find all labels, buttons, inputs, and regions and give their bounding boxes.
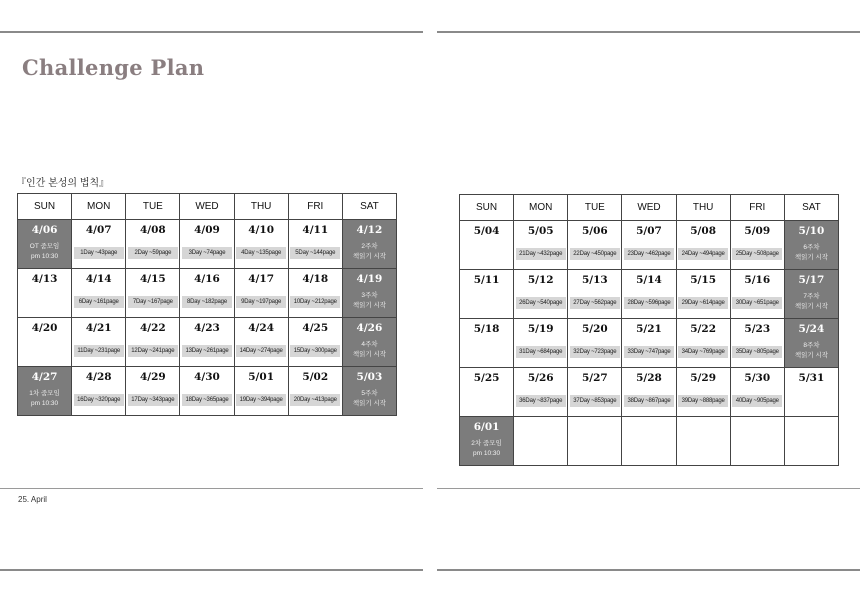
day-date: 5/21 — [636, 323, 662, 335]
calendar-day-cell — [568, 319, 622, 368]
calendar-day-cell — [180, 318, 234, 367]
day-date: 5/01 — [248, 371, 275, 383]
calendar-day-cell — [676, 319, 730, 368]
calendar-day-cell — [676, 221, 730, 270]
reading-goal-label: 38Day ~867page — [624, 395, 674, 407]
day-date: 5/16 — [744, 274, 771, 286]
day-note: 4주차 책읽기 시작 — [352, 341, 387, 358]
calendar-week-row — [18, 318, 397, 367]
day-date: 4/17 — [248, 273, 275, 285]
day-date: 5/06 — [581, 225, 608, 237]
top-rule-right — [437, 31, 860, 33]
weekday-header: TUE — [568, 195, 622, 221]
day-date: 5/11 — [473, 274, 500, 286]
day-date: 4/29 — [139, 371, 166, 383]
calendar-day-cell — [234, 318, 288, 367]
reading-goal-label: 27Day ~562page — [570, 297, 620, 309]
day-date: 4/20 — [31, 322, 58, 334]
reading-goal-label: 1Day ~43page — [74, 247, 124, 259]
weekday-header: FRI — [288, 194, 342, 220]
calendar-week-row — [18, 220, 397, 269]
calendar-week-row — [460, 319, 839, 368]
calendar-week-row — [460, 221, 839, 270]
calendar-day-cell — [288, 220, 342, 269]
day-note: OT 줌모임 pm 10:30 — [29, 243, 60, 260]
day-date: 5/05 — [527, 225, 554, 237]
day-date: 6/01 — [473, 421, 500, 433]
reading-goal-label: 8Day ~182page — [182, 296, 232, 308]
calendar-day-cell — [126, 318, 180, 367]
reading-goal-label: 5Day ~144page — [290, 247, 340, 259]
calendar-week-row — [460, 417, 839, 466]
calendar-week-row — [18, 367, 397, 416]
day-note: 2차 줌모임 pm 10:30 — [471, 440, 502, 457]
day-note: 6주차 책읽기 시작 — [794, 244, 829, 261]
reading-goal-label: 35Day ~805page — [732, 346, 782, 358]
day-date: 5/30 — [744, 372, 771, 384]
calendar-day-cell — [676, 417, 730, 466]
day-date: 5/20 — [581, 323, 608, 335]
calendar-day-cell — [342, 269, 396, 318]
weekday-header: WED — [622, 195, 676, 221]
reading-goal-label: 19Day ~394page — [236, 394, 286, 406]
reading-goal-label: 30Day ~651page — [732, 297, 782, 309]
calendar-day-cell — [288, 367, 342, 416]
day-date: 5/29 — [690, 372, 717, 384]
calendar-day-cell — [730, 319, 784, 368]
top-rule-left — [0, 31, 423, 33]
calendar-day-cell — [622, 368, 676, 417]
calendar-day-cell — [72, 269, 126, 318]
calendar-day-cell — [126, 269, 180, 318]
day-note: 5주차 책읽기 시작 — [352, 390, 387, 407]
day-date: 5/23 — [744, 323, 771, 335]
calendar-day-cell — [72, 318, 126, 367]
day-date: 5/28 — [636, 372, 662, 384]
reading-goal-label: 29Day ~614page — [678, 297, 728, 309]
weekday-header: MON — [514, 195, 568, 221]
calendar-day-cell — [622, 270, 676, 319]
calendar-day-cell — [568, 417, 622, 466]
reading-goal-label: 37Day ~853page — [570, 395, 620, 407]
weekday-header: SAT — [342, 194, 396, 220]
day-date: 4/26 — [356, 322, 383, 334]
page-title: Challenge Plan — [22, 55, 205, 80]
day-date: 4/13 — [31, 273, 58, 285]
reading-goal-label: 21Day ~432page — [516, 248, 566, 260]
day-date: 4/15 — [139, 273, 166, 285]
calendar-day-cell — [784, 221, 838, 270]
calendar-week-row — [18, 269, 397, 318]
calendar-day-cell — [342, 220, 396, 269]
calendar-day-cell — [342, 318, 396, 367]
calendar-day-cell — [730, 417, 784, 466]
weekday-header: SUN — [460, 195, 514, 221]
day-date: 5/17 — [798, 274, 825, 286]
calendar-day-cell — [180, 269, 234, 318]
calendar-day-cell — [180, 220, 234, 269]
calendar-day-cell — [342, 367, 396, 416]
calendar-day-cell — [730, 368, 784, 417]
calendar-day-cell — [784, 270, 838, 319]
calendar-day-cell — [460, 270, 514, 319]
calendar-day-cell — [568, 221, 622, 270]
day-note: 1차 줌모임 pm 10:30 — [29, 390, 60, 407]
weekday-header: TUE — [126, 194, 180, 220]
day-date: 5/09 — [744, 225, 771, 237]
reading-goal-label: 4Day ~135page — [236, 247, 286, 259]
weekday-header: FRI — [730, 195, 784, 221]
reading-goal-label: 14Day ~274page — [236, 345, 286, 357]
weekday-header-row — [18, 194, 397, 220]
day-date: 4/21 — [85, 322, 112, 334]
day-note: 3주차 책읽기 시작 — [352, 292, 387, 309]
calendar-day-cell — [180, 367, 234, 416]
calendar-week-row — [460, 368, 839, 417]
day-date: 4/28 — [85, 371, 112, 383]
day-date: 4/30 — [194, 371, 220, 383]
calendar-day-cell — [514, 417, 568, 466]
calendar-day-cell — [730, 221, 784, 270]
day-date: 5/18 — [473, 323, 500, 335]
day-date: 5/12 — [527, 274, 554, 286]
day-date: 5/13 — [581, 274, 608, 286]
day-date: 4/19 — [356, 273, 383, 285]
day-date: 5/04 — [473, 225, 500, 237]
reading-goal-label: 13Day ~261page — [182, 345, 232, 357]
reading-goal-label: 12Day ~241page — [128, 345, 178, 357]
day-date: 5/03 — [356, 371, 383, 383]
footer-rule-left — [0, 488, 423, 489]
calendar-day-cell — [126, 220, 180, 269]
weekday-header: MON — [72, 194, 126, 220]
day-date: 5/14 — [636, 274, 662, 286]
day-date: 5/19 — [527, 323, 554, 335]
day-date: 5/07 — [636, 225, 662, 237]
reading-goal-label: 18Day ~365page — [182, 394, 232, 406]
weekday-header: THU — [676, 195, 730, 221]
reading-goal-label: 6Day ~161page — [74, 296, 124, 308]
calendar-day-cell — [234, 269, 288, 318]
reading-goal-label: 9Day ~197page — [236, 296, 286, 308]
reading-goal-label: 3Day ~74page — [182, 247, 232, 259]
calendar-day-cell — [460, 368, 514, 417]
reading-goal-label: 20Day ~413page — [290, 394, 340, 406]
calendar-day-cell — [18, 269, 72, 318]
calendar-day-cell — [18, 318, 72, 367]
footer-label: 25. April — [18, 495, 47, 504]
calendar-day-cell — [676, 368, 730, 417]
calendar-day-cell — [514, 319, 568, 368]
reading-goal-label: 24Day ~494page — [678, 248, 728, 260]
calendar-day-cell — [568, 368, 622, 417]
day-date: 5/02 — [302, 371, 329, 383]
bottom-rule-left — [0, 569, 423, 571]
reading-goal-label: 10Day ~212page — [290, 296, 340, 308]
day-date: 4/08 — [139, 224, 166, 236]
calendar-day-cell — [126, 367, 180, 416]
day-date: 4/18 — [302, 273, 329, 285]
reading-goal-label: 28Day ~596page — [624, 297, 674, 309]
calendar-day-cell — [18, 220, 72, 269]
reading-goal-label: 16Day ~320page — [74, 394, 124, 406]
calendar-day-cell — [460, 417, 514, 466]
calendar-may — [459, 194, 839, 466]
calendar-day-cell — [568, 270, 622, 319]
reading-goal-label: 22Day ~450page — [570, 248, 620, 260]
calendar-day-cell — [288, 318, 342, 367]
reading-goal-label: 7Day ~167page — [128, 296, 178, 308]
day-note: 2주차 책읽기 시작 — [352, 243, 387, 260]
weekday-header: THU — [234, 194, 288, 220]
calendar-april — [17, 193, 397, 416]
day-date: 4/22 — [139, 322, 166, 334]
calendar-day-cell — [72, 367, 126, 416]
calendar-day-cell — [72, 220, 126, 269]
day-date: 5/27 — [581, 372, 608, 384]
reading-goal-label: 34Day ~769page — [678, 346, 728, 358]
reading-goal-label: 31Day ~684page — [516, 346, 566, 358]
day-note: 7주차 책읽기 시작 — [794, 293, 829, 310]
reading-goal-label: 25Day ~508page — [732, 248, 782, 260]
reading-goal-label: 33Day ~747page — [624, 346, 674, 358]
day-date: 5/31 — [798, 372, 825, 384]
day-date: 4/25 — [302, 322, 329, 334]
footer-rule-right — [437, 488, 860, 489]
book-title: 『인간 본성의 법칙』 — [16, 178, 110, 189]
weekday-header-row — [460, 195, 839, 221]
calendar-day-cell — [676, 270, 730, 319]
calendar-day-cell — [784, 417, 838, 466]
calendar-day-cell — [622, 417, 676, 466]
day-date: 5/22 — [690, 323, 717, 335]
day-date: 5/26 — [527, 372, 554, 384]
day-note: 8주차 책읽기 시작 — [794, 342, 829, 359]
reading-goal-label: 32Day ~723page — [570, 346, 620, 358]
reading-goal-label: 23Day ~462page — [624, 248, 674, 260]
calendar-day-cell — [514, 270, 568, 319]
day-date: 4/23 — [194, 322, 220, 334]
calendar-day-cell — [234, 367, 288, 416]
calendar-day-cell — [18, 367, 72, 416]
reading-goal-label: 39Day ~888page — [678, 395, 728, 407]
day-date: 4/16 — [194, 273, 220, 285]
day-date: 5/08 — [690, 225, 717, 237]
calendar-day-cell — [234, 220, 288, 269]
day-date: 4/14 — [85, 273, 112, 285]
day-date: 4/10 — [248, 224, 275, 236]
weekday-header: WED — [180, 194, 234, 220]
calendar-day-cell — [622, 221, 676, 270]
day-date: 4/07 — [85, 224, 112, 236]
calendar-day-cell — [514, 221, 568, 270]
reading-goal-label: 2Day ~59page — [128, 247, 178, 259]
day-date: 5/10 — [798, 225, 825, 237]
day-date: 4/12 — [356, 224, 383, 236]
calendar-day-cell — [730, 270, 784, 319]
day-date: 5/24 — [798, 323, 825, 335]
calendar-day-cell — [460, 221, 514, 270]
weekday-header: SUN — [18, 194, 72, 220]
calendar-week-row — [460, 270, 839, 319]
reading-goal-label: 26Day ~540page — [516, 297, 566, 309]
day-date: 4/11 — [302, 224, 329, 236]
day-date: 5/15 — [690, 274, 717, 286]
calendar-day-cell — [622, 319, 676, 368]
calendar-day-cell — [288, 269, 342, 318]
reading-goal-label: 15Day ~300page — [290, 345, 340, 357]
day-date: 5/25 — [473, 372, 500, 384]
reading-goal-label: 40Day ~905page — [732, 395, 782, 407]
reading-goal-label: 17Day ~343page — [128, 394, 178, 406]
day-date: 4/24 — [248, 322, 275, 334]
bottom-rule-right — [437, 569, 860, 571]
calendar-day-cell — [784, 319, 838, 368]
day-date: 4/27 — [31, 371, 58, 383]
calendar-day-cell — [784, 368, 838, 417]
day-date: 4/09 — [194, 224, 220, 236]
reading-goal-label: 11Day ~231page — [74, 345, 124, 357]
weekday-header: SAT — [784, 195, 838, 221]
calendar-day-cell — [514, 368, 568, 417]
calendar-day-cell — [460, 319, 514, 368]
reading-goal-label: 36Day ~837page — [516, 395, 566, 407]
day-date: 4/06 — [31, 224, 58, 236]
